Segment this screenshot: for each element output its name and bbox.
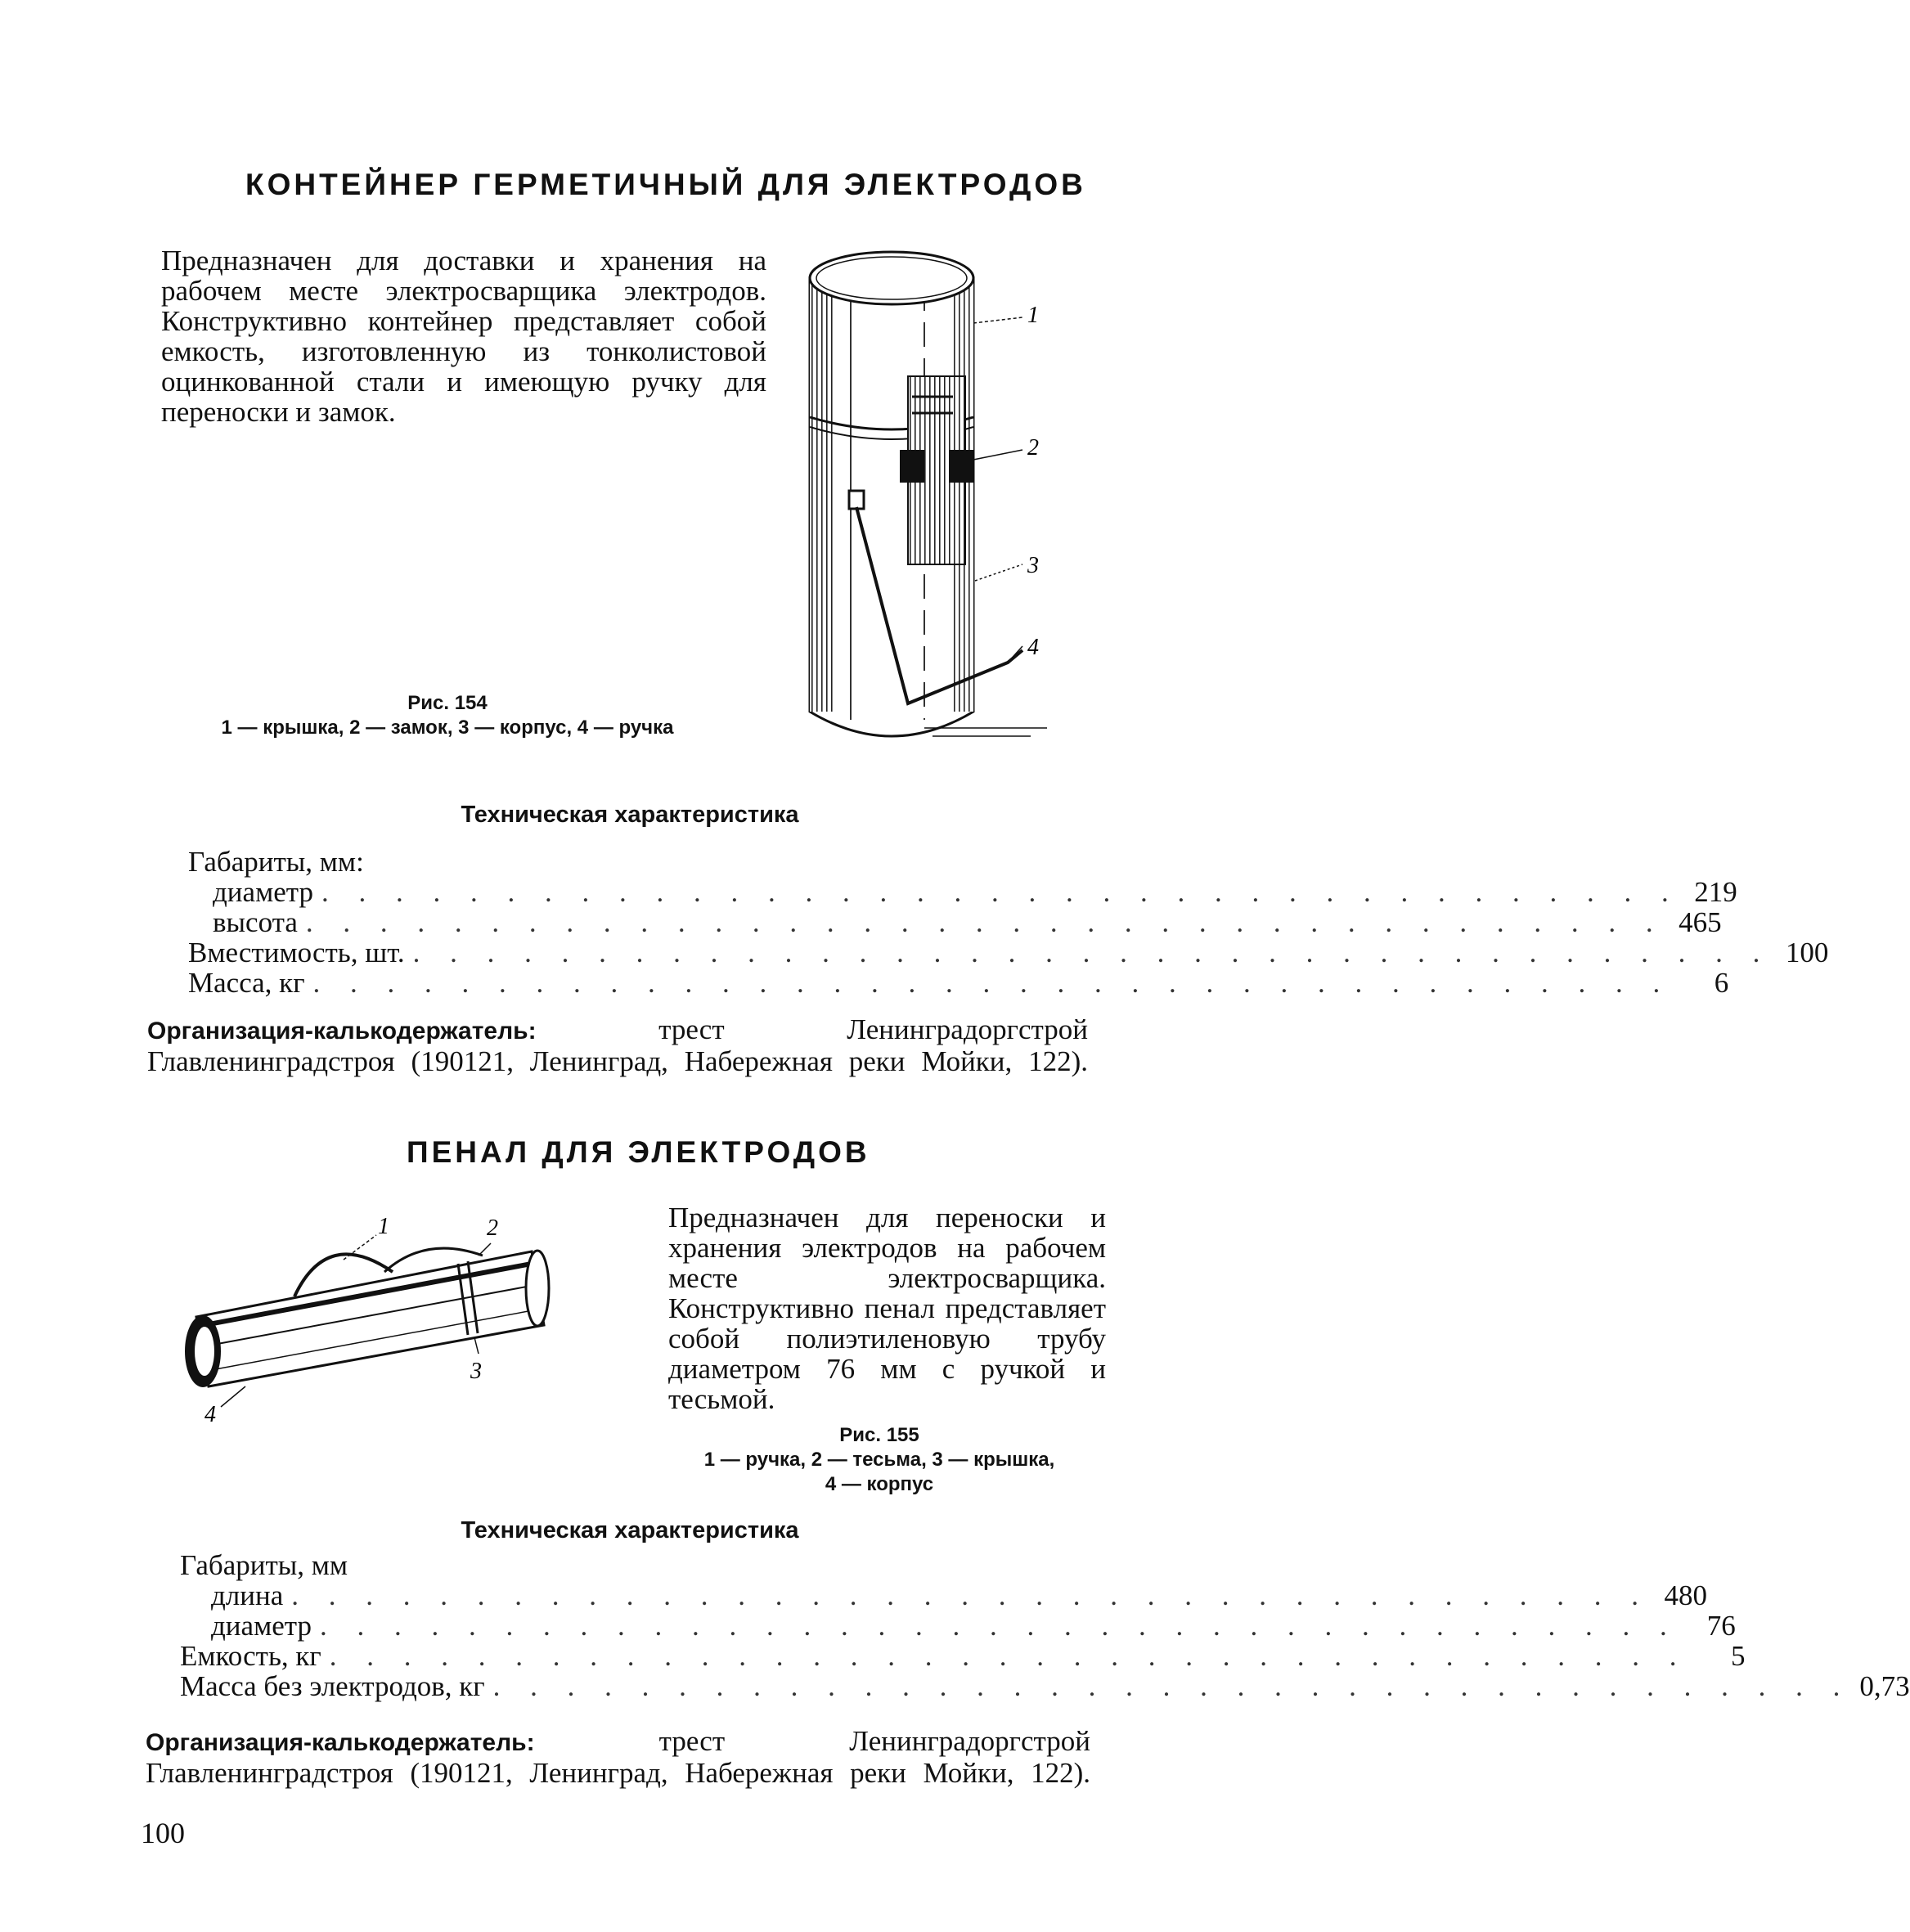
figure-154-label: Рис. 154 [407,692,488,714]
leader-dots: . . . . . . . . . . . . . . . . . . . . . . . . . . . . . . . . . . . . . [321,876,1680,908]
callout-2: 2 [487,1215,498,1241]
section1-title: КОНТЕЙНЕР ГЕРМЕТИЧНЫЙ ДЛЯ ЭЛЕКТРОДОВ [245,168,1086,201]
spec-value: 6 [1714,967,1729,999]
leader-dots: . . . . . . . . . . . . . . . . . . . . . . . . . . . . . . . . . . . . . [305,906,1665,938]
spec-label: Вместимость, шт. [188,937,405,968]
figure-155-label: Рис. 155 [839,1424,919,1446]
pencil-case-drawing [172,1211,581,1427]
container-drawing [777,237,1088,761]
leader-dots: . . . . . . . . . . . . . . . . . . . . . . . . . . . . . . . . . . . . . [329,1640,1688,1672]
spec-label: диаметр [211,1610,312,1642]
section2-description: Предназначен для переноски и хранения электродов на рабочем месте электросварщика. Конструктивно пенал представляет собой полиэтиленовую трубу диаметром 76 мм с ручкой и тесьмой. [668,1202,1106,1415]
spec-row [180,1640,1746,1672]
section2-specs [180,1549,1910,1702]
org-text: трест Ленинградоргстрой Главленинградстроя (190121, Ленинград, Набережная реки Мойки, 122). [146,1725,1090,1789]
spec-group-label: Габариты, мм: [188,846,364,878]
callout-3: 3 [470,1359,482,1384]
callout-1: 1 [1027,303,1039,328]
spec-label: высота [213,906,298,938]
spec-value: 0,73 [1859,1670,1910,1702]
leader-dots: . . . . . . . . . . . . . . . . . . . . . . . . . . . . . . . . . . . . . [412,937,1772,968]
spec-label: Масса без электродов, кг [180,1670,485,1702]
figure-155-legend-line2: 4 — корпус [825,1473,934,1495]
spec-label: диаметр [213,876,313,908]
spec-value: 76 [1706,1610,1736,1642]
pencil-case-illustration [172,1211,581,1427]
org-label: Организация-калькодержатель: [147,1018,537,1045]
org-label: Организация-калькодержатель: [146,1729,535,1756]
leader-dots: . . . . . . . . . . . . . . . . . . . . . . . . . . . . . . . . . . . . . [492,1670,1852,1702]
leader-dots: . . . . . . . . . . . . . . . . . . . . . . . . . . . . . . . . . . . . . [291,1579,1651,1611]
spec-value: 5 [1731,1640,1746,1672]
callout-3: 3 [1027,553,1039,578]
spec-value: 219 [1694,876,1737,908]
figure-154-legend: 1 — крышка, 2 — замок, 3 — корпус, 4 — ручка [221,717,674,739]
figure-155-legend-line1: 1 — ручка, 2 — тесьма, 3 — крышка, [703,1449,1055,1471]
section1-organization [147,1014,1088,1076]
leader-dots: . . . . . . . . . . . . . . . . . . . . . . . . . . . . . . . . . . . . . [312,967,1672,999]
spec-label: длина [211,1579,284,1611]
callout-2: 2 [1027,435,1039,461]
figure-155-caption [646,1423,1112,1497]
section1-description: Предназначен для доставки и хранения на рабочем месте электросварщика электродов. Конструктивно контейнер представляет собой емкость, изготовленную из тонколистовой оцинкованной стали и имеющую ручку для переноски и замок. [161,245,766,428]
section2-title: ПЕНАЛ ДЛЯ ЭЛЕКТРОДОВ [407,1135,870,1169]
container-illustration [777,237,1088,761]
section2-spec-title: Техническая характеристика [461,1517,799,1543]
spec-row [188,937,1829,968]
spec-row [188,967,1729,999]
spec-row [188,906,1722,938]
section2-organization [146,1726,1090,1788]
spec-group-label: Габариты, мм [180,1549,348,1581]
spec-row [180,1670,1910,1702]
org-text: трест Ленинградоргстрой Главленинградстроя (190121, Ленинград, Набережная реки Мойки, 122). [147,1013,1088,1077]
spec-value: 100 [1785,937,1829,968]
figure-154-caption [161,691,734,740]
spec-value: 480 [1664,1579,1708,1611]
spec-row [188,876,1737,908]
spec-row [180,1610,1736,1642]
callout-4: 4 [204,1402,216,1427]
spec-label: Емкость, кг [180,1640,321,1672]
callout-4: 4 [1027,635,1039,660]
spec-value: 465 [1679,906,1722,938]
section1-specs [188,846,1829,999]
page-number: 100 [141,1817,185,1849]
spec-row [180,1579,1708,1611]
callout-1: 1 [378,1214,389,1239]
spec-label: Масса, кг [188,967,305,999]
leader-dots: . . . . . . . . . . . . . . . . . . . . . . . . . . . . . . . . . . . . . [319,1610,1679,1642]
section1-spec-title: Техническая характеристика [461,802,799,828]
